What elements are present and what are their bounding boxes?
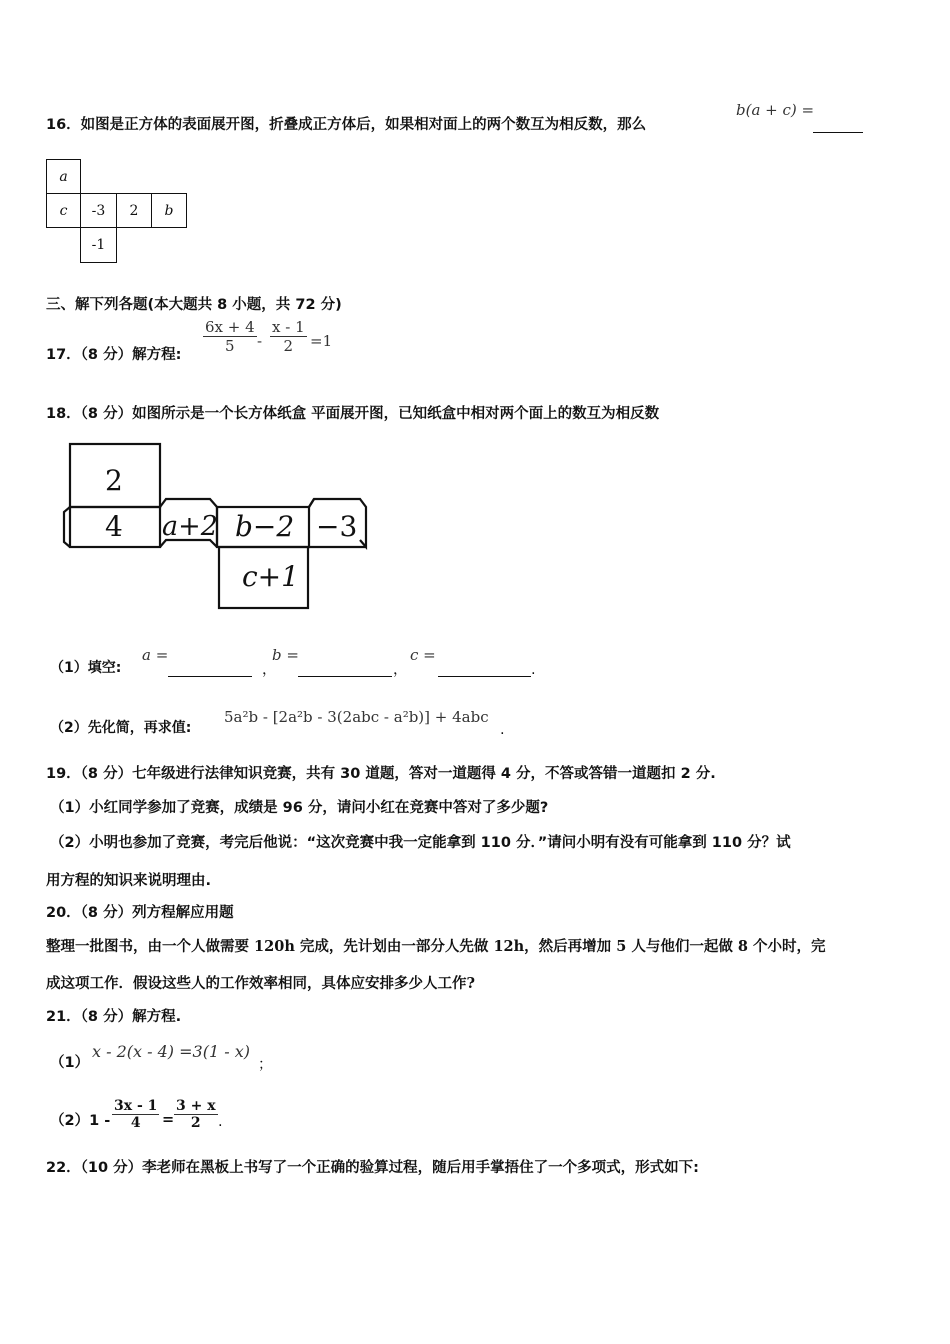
q18-part2-expr: 5a²b - [2a²b - 3(2abc - a²b)] + 4abc bbox=[224, 708, 489, 726]
section3-title: 三、解下列各题(本大题共 8 小题，共 72 分) bbox=[46, 297, 342, 313]
q18-b-blank[interactable] bbox=[298, 662, 392, 677]
q18-face-label-2: 2 bbox=[105, 464, 123, 497]
q18-period: . bbox=[531, 662, 536, 678]
q18-comma-2: ， bbox=[393, 662, 408, 678]
q21-part2-end: . bbox=[218, 1114, 223, 1130]
q19-text: 19．（8 分）七年级进行法律知识竞赛，共有 30 道题，答对一道题得 4 分，不答或答错一道题扣 2 分. bbox=[46, 766, 716, 782]
q18-c-blank[interactable] bbox=[438, 662, 531, 677]
q20-text: 20．（8 分）列方程解应用题 bbox=[46, 905, 234, 921]
q21-p2-frac2-numerator: 3 + x bbox=[176, 1098, 216, 1114]
q20-body-line1: 整理一批图书，由一个人做需要 120h 完成，先计划由一部分人先做 12h，然后再增加 5 人与他们一起做 8 个小时，完 bbox=[46, 938, 826, 955]
q21-part2-eq: = bbox=[162, 1112, 175, 1128]
q17-frac2-numerator: x - 1 bbox=[272, 318, 305, 336]
q16-cell-2: 2 bbox=[116, 193, 152, 228]
q16-cell-neg1: -1 bbox=[80, 227, 117, 263]
q19-part2-line1: （2）小明也参加了竞赛，考完后他说：“这次竞赛中我一定能拿到 110 分．”请问小明有没有可能拿到 110 分？试 bbox=[50, 835, 791, 851]
q18-face-label-neg3: −3 bbox=[316, 510, 358, 543]
q18-comma-1: ， bbox=[262, 662, 277, 678]
q18-part2-period: . bbox=[500, 722, 505, 738]
q17-fraction-2 bbox=[270, 318, 307, 355]
q21-part2-fraction-1 bbox=[112, 1098, 159, 1131]
q18-c-label: c = bbox=[410, 646, 436, 664]
q16-cell-c: c bbox=[46, 193, 81, 228]
q19-part2-line2: 用方程的知识来说明理由. bbox=[46, 873, 212, 889]
q16-text: 16．如图是正方体的表面展开图，折叠成正方体后，如果相对面上的两个数互为相反数，那么 bbox=[46, 117, 647, 133]
q20-body-line2: 成这项工作．假设这些人的工作效率相同，具体应安排多少人工作? bbox=[46, 975, 475, 992]
q18-b-label: b = bbox=[272, 646, 299, 664]
q18-part2-label: （2）先化简，再求值: bbox=[50, 720, 192, 736]
q21-part2-label: （2）1 - bbox=[50, 1113, 111, 1129]
q18-part1-label: （1）填空: bbox=[50, 660, 122, 676]
q21-part1-expr: x - 2(x - 4) =3(1 - x) bbox=[92, 1042, 250, 1061]
q17-prefix: 17．（8 分）解方程: bbox=[46, 347, 182, 363]
q16-cell-b: b bbox=[151, 193, 187, 228]
q16-answer-blank[interactable] bbox=[813, 118, 863, 133]
q17-fraction-1 bbox=[203, 318, 257, 355]
q16-cell-a: a bbox=[46, 159, 81, 194]
q21-part1-label: （1） bbox=[50, 1055, 90, 1071]
q17-frac2-denominator: 2 bbox=[283, 337, 294, 355]
q18-a-blank[interactable] bbox=[168, 662, 252, 677]
q18-text: 18．（8 分）如图所示是一个长方体纸盒 平面展开图，已知纸盒中相对两个面上的数互为相反数 bbox=[46, 406, 660, 422]
q21-text: 21．（8 分）解方程. bbox=[46, 1009, 182, 1025]
q17-frac1-denominator: 5 bbox=[225, 337, 235, 355]
q22-text: 22．（10 分）李老师在黑板上书写了一个正确的验算过程，随后用手掌捂住了一个多项式，形式如下: bbox=[46, 1160, 699, 1176]
q21-part1-end: ； bbox=[258, 1057, 273, 1073]
q16-cell-neg3: -3 bbox=[80, 193, 117, 228]
q18-face-label-4: 4 bbox=[105, 510, 123, 543]
q17-rhs: =1 bbox=[310, 332, 333, 350]
q17-minus: - bbox=[257, 332, 263, 350]
q18-face-label-c-plus-1: c+1 bbox=[242, 560, 299, 593]
q18-face-label-b-minus-2: b−2 bbox=[235, 510, 295, 543]
q21-p2-frac1-denominator: 4 bbox=[130, 1115, 141, 1131]
q16-expr: b(a + c) = bbox=[736, 101, 815, 119]
q19-part1: （1）小红同学参加了竞赛，成绩是 96 分，请问小红在竞赛中答对了多少题? bbox=[50, 800, 549, 816]
q21-part2-fraction-2 bbox=[174, 1098, 218, 1131]
q17-frac1-numerator: 6x + 4 bbox=[205, 318, 255, 336]
q18-a-label: a = bbox=[142, 646, 169, 664]
q18-face-label-a-plus-2: a+2 bbox=[162, 511, 218, 542]
q18-box-net-diagram bbox=[60, 438, 370, 613]
q21-p2-frac1-numerator: 3x - 1 bbox=[114, 1098, 158, 1114]
q21-p2-frac2-denominator: 2 bbox=[190, 1115, 201, 1131]
